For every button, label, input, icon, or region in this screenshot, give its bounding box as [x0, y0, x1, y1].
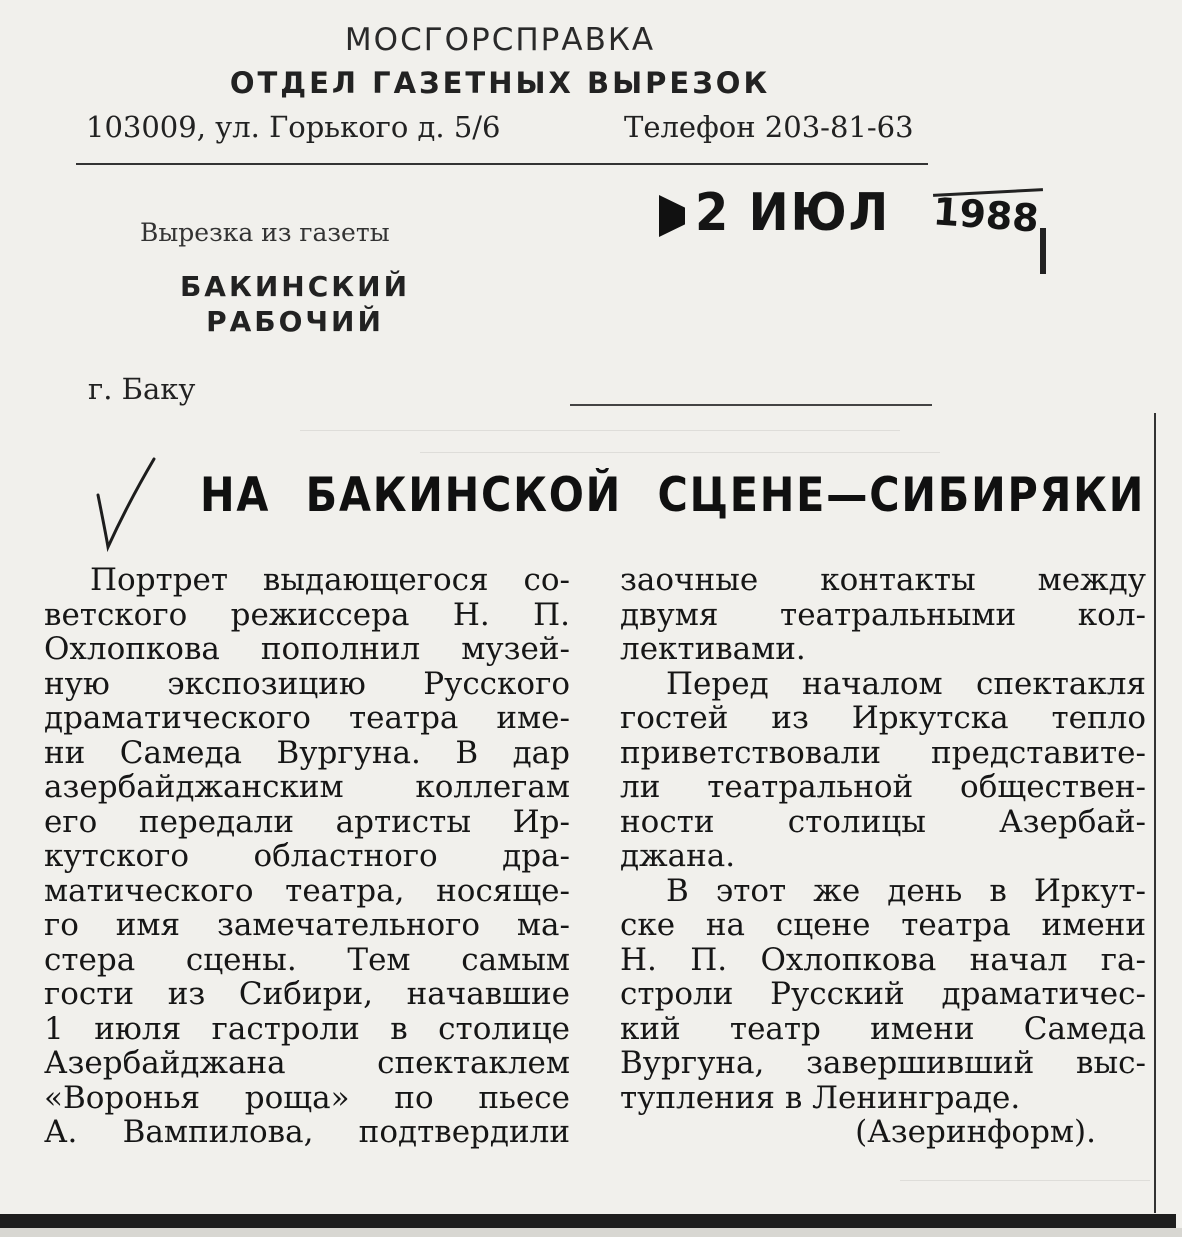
article-column-left	[44, 563, 570, 1150]
article-line: го имя замечательного ма-	[44, 907, 570, 943]
article-line: приветствовали представите-	[620, 734, 1146, 771]
article-line: джана.	[620, 838, 736, 874]
header-divider	[76, 163, 928, 165]
newspaper-name-line1: БАКИНСКИЙ	[179, 270, 411, 303]
article-line: «Воронья роща» по пьесе	[44, 1079, 570, 1116]
article-line: кий театр имени Самеда	[620, 1010, 1146, 1047]
article-line: 1 июля гастроли в столице	[44, 1010, 570, 1047]
article-line: двумя театральными кол-	[620, 596, 1146, 633]
article-line: заочные контакты между	[620, 562, 1146, 598]
article-line: Охлопкова пополнил музей-	[44, 631, 570, 667]
article-line: его передали артисты Ир-	[44, 803, 570, 840]
article-line: В этот же день в Иркут-	[666, 872, 1146, 909]
article-headline: НА БАКИНСКОЙ СЦЕНЕ—СИБИРЯКИ	[200, 468, 1146, 523]
article-line: ске на сцене театра имени	[620, 907, 1146, 943]
article-line: матического театра, носяще-	[44, 872, 570, 909]
article-line: ветского режиссера Н. П.	[44, 596, 570, 633]
article-line: ли театральной обществен-	[620, 769, 1146, 805]
page-edge	[0, 1228, 1182, 1237]
agency-phone: Телефон 203-81-63	[624, 110, 914, 144]
article-line: ности столицы Азербай-	[620, 803, 1146, 840]
article-line: Вургуна, завершивший выс-	[620, 1045, 1146, 1081]
checkmark-icon	[92, 455, 162, 555]
date-stamp	[655, 183, 1065, 283]
article-line: азербайджанским коллегам	[44, 769, 570, 805]
article-line: стера сцены. Тем самым	[44, 941, 570, 978]
stamp-year-tick	[1040, 228, 1046, 274]
article-line: Азербайджана спектаклем	[44, 1045, 570, 1081]
article-line: тупления в Ленинграде.	[620, 1079, 1021, 1116]
article-line: лективами.	[620, 631, 806, 667]
article-column-right	[620, 563, 1146, 1150]
article-line: Портрет выдающегося со-	[90, 562, 570, 598]
article-line: ную экспозицию Русского	[44, 665, 570, 702]
article-line: А. Вампилова, подтвердили	[44, 1114, 570, 1150]
department-name: ОТДЕЛ ГАЗЕТНЫХ ВЫРЕЗОК	[229, 66, 771, 100]
bleed-through-line	[900, 1180, 1150, 1181]
article-line: гости из Сибири, начавшие	[44, 976, 570, 1012]
clipping-frame-bottom	[0, 1214, 1176, 1228]
article-line: гостей из Иркутска тепло	[620, 700, 1146, 736]
article-line: кутского областного дра-	[44, 838, 570, 874]
stamp-divider	[570, 404, 932, 406]
clipping-label: Вырезка из газеты	[140, 218, 390, 247]
newspaper-city: г. Баку	[88, 372, 196, 406]
article-line: (Азеринформ).	[855, 1114, 1096, 1150]
article-line: ни Самеда Вургуна. В дар	[44, 734, 570, 771]
agency-name: МОСГОРСПРАВКА	[344, 22, 656, 58]
bleed-through-line	[300, 430, 900, 431]
stamp-day-month: 2 ИЮЛ	[695, 183, 891, 243]
stamp-year: 1988	[931, 189, 1041, 241]
stamp-marker-icon	[659, 195, 685, 237]
clipping-frame-right	[1154, 413, 1178, 1213]
article-line: Перед началом спектакля	[666, 665, 1146, 702]
article-line: строли Русский драматичес-	[620, 976, 1146, 1012]
newspaper-name-line2: РАБОЧИЙ	[206, 305, 384, 338]
article-line: драматического театра име-	[44, 700, 570, 736]
agency-address: 103009, ул. Горького д. 5/6	[86, 110, 501, 144]
article-line: Н. П. Охлопкова начал га-	[620, 941, 1146, 978]
bleed-through-line	[420, 452, 940, 453]
